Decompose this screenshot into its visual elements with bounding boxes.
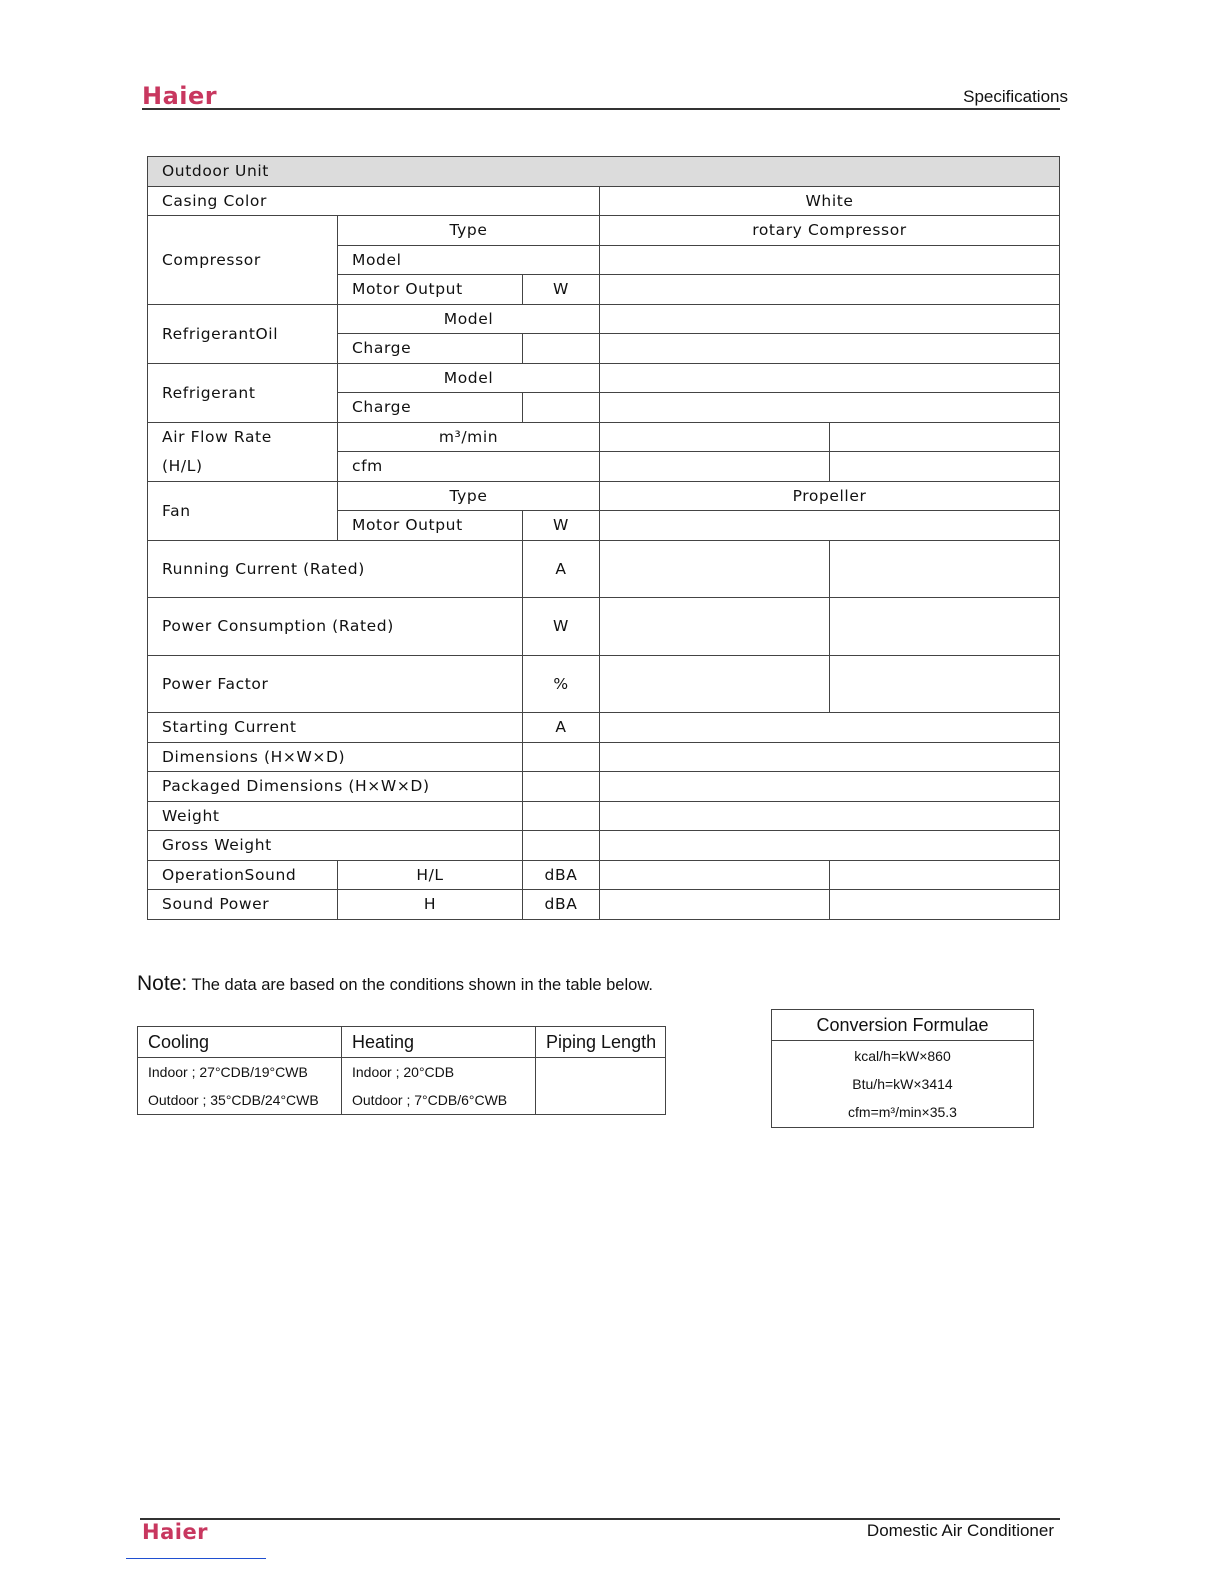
piping-length-header: Piping Length bbox=[536, 1027, 666, 1058]
fan-type-value: Propeller bbox=[600, 481, 1060, 511]
table-row bbox=[148, 540, 1060, 598]
gross-weight-unit bbox=[523, 831, 600, 861]
operation-sound-high bbox=[600, 860, 830, 890]
formula-cfm: cfm=m³/min×35.3 bbox=[848, 1104, 957, 1120]
note-text: The data are based on the conditions shown in the table below. bbox=[191, 976, 653, 994]
conversion-list bbox=[772, 1041, 1034, 1128]
compressor-model-label: Model bbox=[338, 245, 600, 275]
gross-weight-value bbox=[600, 831, 1060, 861]
formula-btu: Btu/h=kW×3414 bbox=[852, 1076, 953, 1092]
refrigerant-charge-value bbox=[600, 393, 1060, 423]
table-row bbox=[148, 831, 1060, 861]
power-consumption-cooling bbox=[600, 598, 830, 656]
section-title: Outdoor Unit bbox=[148, 157, 1060, 187]
compressor-motor-value bbox=[600, 275, 1060, 305]
table-row bbox=[148, 772, 1060, 802]
dimensions-value bbox=[600, 742, 1060, 772]
compressor-label: Compressor bbox=[148, 216, 338, 305]
sound-power-mode: H bbox=[338, 890, 523, 920]
cooling-indoor: Indoor ; 27°CDB/19°CWB bbox=[148, 1064, 308, 1080]
fan-motor-value bbox=[600, 511, 1060, 541]
footer-logo: Haier bbox=[142, 1520, 209, 1544]
refrigerant-model-label: Model bbox=[338, 363, 600, 393]
power-consumption-heating bbox=[830, 598, 1060, 656]
gross-weight-label: Gross Weight bbox=[148, 831, 523, 861]
sound-power-value-1 bbox=[600, 890, 830, 920]
sound-power-value-2 bbox=[830, 890, 1060, 920]
header-divider bbox=[142, 108, 1060, 110]
table-row bbox=[148, 363, 1060, 393]
packaged-dimensions-label: Packaged Dimensions (H×W×D) bbox=[148, 772, 523, 802]
note-label: Note: bbox=[137, 972, 188, 995]
heating-indoor: Indoor ; 20°CDB bbox=[352, 1064, 455, 1080]
table-row bbox=[148, 598, 1060, 656]
compressor-type-value: rotary Compressor bbox=[600, 216, 1060, 246]
refrigerant-oil-charge-label: Charge bbox=[338, 334, 523, 364]
compressor-motor-label: Motor Output bbox=[338, 275, 523, 305]
operation-sound-label: OperationSound bbox=[148, 860, 338, 890]
table-row bbox=[148, 452, 1060, 482]
table-row bbox=[772, 1041, 1034, 1128]
air-flow-cfm-low bbox=[830, 452, 1060, 482]
compressor-type-label: Type bbox=[338, 216, 600, 246]
starting-current-label: Starting Current bbox=[148, 713, 523, 743]
casing-color-label: Casing Color bbox=[148, 186, 600, 216]
packaged-dimensions-value bbox=[600, 772, 1060, 802]
refrigerant-oil-charge-unit bbox=[523, 334, 600, 364]
refrigerant-oil-model-value bbox=[600, 304, 1060, 334]
test-conditions-table bbox=[137, 1026, 666, 1115]
dimensions-unit bbox=[523, 742, 600, 772]
operation-sound-low bbox=[830, 860, 1060, 890]
footer-link-underline bbox=[126, 1558, 266, 1559]
running-current-cooling bbox=[600, 540, 830, 598]
note bbox=[137, 972, 653, 996]
power-factor-heating bbox=[830, 655, 1060, 713]
starting-current-unit: A bbox=[523, 713, 600, 743]
table-row bbox=[148, 801, 1060, 831]
footer-title: Domestic Air Conditioner bbox=[866, 1521, 1054, 1540]
running-current-unit: A bbox=[523, 540, 600, 598]
heating-outdoor: Outdoor ; 7°CDB/6°CWB bbox=[352, 1092, 508, 1108]
weight-value bbox=[600, 801, 1060, 831]
refrigerant-label: Refrigerant bbox=[148, 363, 338, 422]
conversion-formulae-table bbox=[771, 1009, 1034, 1128]
fan-label: Fan bbox=[148, 481, 338, 540]
table-row bbox=[772, 1010, 1034, 1041]
power-consumption-label: Power Consumption (Rated) bbox=[148, 598, 523, 656]
air-flow-m3-high bbox=[600, 422, 830, 452]
compressor-model-value bbox=[600, 245, 1060, 275]
cooling-conditions bbox=[138, 1058, 342, 1115]
conversion-title: Conversion Formulae bbox=[772, 1010, 1034, 1041]
refrigerant-oil-charge-value bbox=[600, 334, 1060, 364]
header-section-title: Specifications bbox=[963, 87, 1068, 106]
table-row bbox=[148, 186, 1060, 216]
packaged-dimensions-unit bbox=[523, 772, 600, 802]
power-consumption-unit: W bbox=[523, 598, 600, 656]
operation-sound-unit: dBA bbox=[523, 860, 600, 890]
outdoor-unit-spec-table bbox=[147, 156, 1060, 920]
table-row bbox=[148, 481, 1060, 511]
power-factor-unit: % bbox=[523, 655, 600, 713]
weight-unit bbox=[523, 801, 600, 831]
refrigerant-oil-label: RefrigerantOil bbox=[148, 304, 338, 363]
heating-header: Heating bbox=[342, 1027, 536, 1058]
air-flow-label-suffix: (H/L) bbox=[148, 452, 338, 482]
cooling-outdoor: Outdoor ; 35°CDB/24°CWB bbox=[148, 1092, 319, 1108]
table-row bbox=[148, 860, 1060, 890]
refrigerant-model-value bbox=[600, 363, 1060, 393]
fan-motor-label: Motor Output bbox=[338, 511, 523, 541]
sound-power-unit: dBA bbox=[523, 890, 600, 920]
refrigerant-oil-model-label: Model bbox=[338, 304, 600, 334]
air-flow-unit-m3: m³/min bbox=[338, 422, 600, 452]
table-row bbox=[148, 742, 1060, 772]
dimensions-label: Dimensions (H×W×D) bbox=[148, 742, 523, 772]
fan-type-label: Type bbox=[338, 481, 600, 511]
formula-kcal: kcal/h=kW×860 bbox=[854, 1048, 951, 1064]
table-row bbox=[138, 1058, 666, 1115]
weight-label: Weight bbox=[148, 801, 523, 831]
footer-divider bbox=[140, 1518, 1060, 1520]
table-row bbox=[148, 304, 1060, 334]
running-current-heating bbox=[830, 540, 1060, 598]
heating-conditions bbox=[342, 1058, 536, 1115]
fan-motor-unit: W bbox=[523, 511, 600, 541]
air-flow-cfm-high bbox=[600, 452, 830, 482]
table-row bbox=[148, 157, 1060, 187]
air-flow-m3-low bbox=[830, 422, 1060, 452]
cooling-header: Cooling bbox=[138, 1027, 342, 1058]
table-row bbox=[138, 1027, 666, 1058]
power-factor-label: Power Factor bbox=[148, 655, 523, 713]
table-row bbox=[148, 655, 1060, 713]
table-row bbox=[148, 713, 1060, 743]
table-row bbox=[148, 216, 1060, 246]
air-flow-unit-cfm: cfm bbox=[338, 452, 600, 482]
sound-power-label: Sound Power bbox=[148, 890, 338, 920]
compressor-motor-unit: W bbox=[523, 275, 600, 305]
piping-length-value bbox=[536, 1058, 666, 1115]
casing-color-value: White bbox=[600, 186, 1060, 216]
air-flow-label: Air Flow Rate bbox=[148, 422, 338, 452]
refrigerant-charge-label: Charge bbox=[338, 393, 523, 423]
refrigerant-charge-unit bbox=[523, 393, 600, 423]
operation-sound-mode: H/L bbox=[338, 860, 523, 890]
running-current-label: Running Current (Rated) bbox=[148, 540, 523, 598]
table-row bbox=[148, 422, 1060, 452]
header-logo: Haier bbox=[142, 82, 218, 110]
starting-current-value bbox=[600, 713, 1060, 743]
table-row bbox=[148, 890, 1060, 920]
power-factor-cooling bbox=[600, 655, 830, 713]
